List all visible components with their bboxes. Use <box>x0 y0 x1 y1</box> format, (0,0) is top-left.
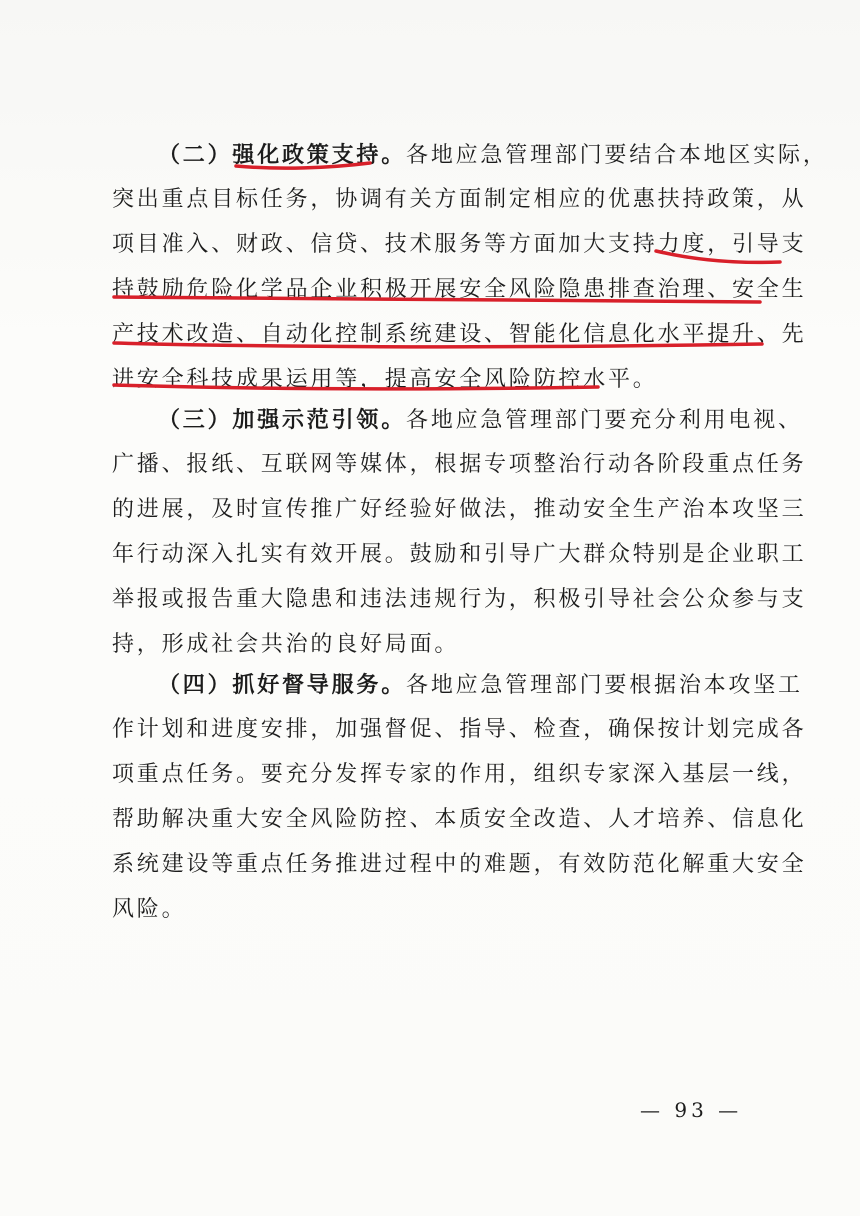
paragraph-3-text: 各地应急管理部门要充分利用电视、 <box>406 408 803 433</box>
paragraph-3-line-3: 的进展，及时宣传推广好经验好做法，推动安全生产治本攻坚三 <box>112 497 807 522</box>
paragraph-2-text: 各地应急管理部门要结合本地区实际， <box>406 143 828 168</box>
paragraph-4-text: 各地应急管理部门要根据治本攻坚工 <box>406 673 803 698</box>
paragraph-4-line-2: 作计划和进度安排，加强督促、指导、检查，确保按计划完成各 <box>112 717 807 742</box>
paragraph-2-line-2: 突出重点目标任务，协调有关方面制定相应的优惠扶持政策，从 <box>112 187 807 212</box>
page-number: — 93 — <box>640 1098 743 1122</box>
paragraph-4-line-3: 项重点任务。要充分发挥专家的作用，组织专家深入基层一线， <box>112 762 807 787</box>
paragraph-3-line-6: 持，形成社会共治的良好局面。 <box>112 632 460 657</box>
paragraph-3-line-5: 举报或报告重大隐患和违法违规行为，积极引导社会公众参与支 <box>112 587 807 612</box>
paragraph-4-line-6: 风险。 <box>112 897 187 922</box>
paragraph-4-line-1 <box>158 665 803 705</box>
paragraph-4-line-5: 系统建设等重点任务推进过程中的难题，有效防范化解重大安全 <box>112 852 807 877</box>
paragraph-2-line-3: 项目准入、财政、信贷、技术服务等方面加大支持力度，引导支 <box>112 232 807 257</box>
paragraph-2-line-4: 持鼓励危险化学品企业积极开展安全风险隐患排查治理、安全生 <box>112 277 807 302</box>
paragraph-3-line-2: 广播、报纸、互联网等媒体，根据专项整治行动各阶段重点任务 <box>112 452 807 477</box>
paragraph-3-line-4: 年行动深入扎实有效开展。鼓励和引导广大群众特别是企业职工 <box>112 542 807 567</box>
paragraph-2-line-5: 产技术改造、自动化控制系统建设、智能化信息化水平提升、先 <box>112 322 807 347</box>
section-heading-2: （二）强化政策支持。 <box>158 142 407 168</box>
section-heading-3: （三）加强示范引领。 <box>158 407 407 433</box>
paragraph-3-line-1 <box>158 400 803 440</box>
paragraph-2-line-1 <box>158 135 828 175</box>
paragraph-4-line-4: 帮助解决重大安全风险防控、本质安全改造、人才培养、信息化 <box>112 807 807 832</box>
paragraph-2-line-6: 进安全科技成果运用等，提高安全风险防控水平。 <box>112 367 658 392</box>
section-heading-4: （四）抓好督导服务。 <box>158 672 407 698</box>
